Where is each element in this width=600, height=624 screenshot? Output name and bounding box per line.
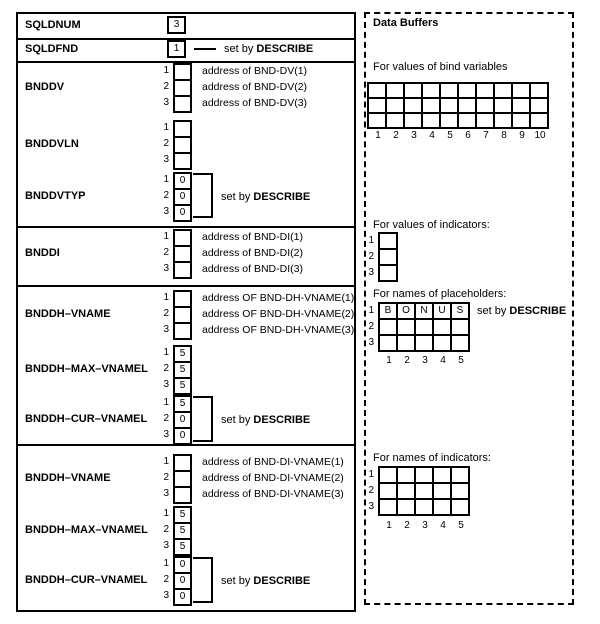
row-index: 2 — [163, 247, 169, 258]
array-row — [155, 79, 307, 95]
indicator-names-buffer-grid — [378, 466, 470, 516]
row-index: 3 — [163, 540, 169, 551]
sqldnum-label: SQLDNUM — [25, 19, 81, 31]
row-index: 2 — [163, 574, 169, 585]
grid-cell — [459, 114, 477, 127]
value-box: 5 — [173, 361, 192, 379]
grid-cell — [495, 84, 513, 99]
column-label: 3 — [422, 355, 428, 366]
grid-cell — [452, 484, 468, 500]
bind-variables-heading: For values of bind variables — [373, 61, 508, 73]
row-description: address of BND-DI(2) — [202, 247, 303, 259]
grid-row — [380, 336, 468, 350]
row-index: 3 — [163, 488, 169, 499]
grid-cell — [380, 500, 398, 514]
array-row — [155, 454, 344, 470]
column-label: 4 — [440, 355, 446, 366]
grid-cell — [477, 114, 495, 127]
grid-cell — [398, 320, 416, 336]
sqldnum-value-box: 3 — [167, 16, 186, 34]
value-box: 5 — [173, 506, 192, 524]
grid-cell — [477, 84, 495, 99]
grid-row — [380, 304, 468, 320]
grid-cell — [387, 99, 405, 114]
note-keyword: DESCRIBE — [509, 305, 567, 317]
column-label: 2 — [404, 520, 410, 531]
placeholder-names-row-labels — [360, 303, 374, 351]
value-box: 5 — [173, 522, 192, 540]
array-row — [155, 361, 202, 377]
grid-cell — [441, 99, 459, 114]
note-prefix: set by — [221, 414, 251, 426]
grid-cell — [405, 84, 423, 99]
row-description: address OF BND-DH-VNAME(3) — [202, 324, 355, 336]
grid-cell: B — [380, 304, 398, 320]
row-index: 1 — [163, 292, 169, 303]
value-box: 5 — [173, 395, 192, 413]
row-description: address of BND-DV(2) — [202, 81, 308, 93]
row-label: 1 — [368, 469, 374, 480]
grid-cell — [452, 500, 468, 514]
grid-cell — [369, 84, 387, 99]
note-prefix: set by — [224, 43, 254, 55]
grid-cell — [416, 336, 434, 350]
grid-cell — [495, 114, 513, 127]
grid-cell — [380, 234, 396, 250]
row-index: 3 — [163, 324, 169, 335]
bnddh-cur-vnamel-2-label: BNDDH–CUR–VNAMEL — [25, 574, 148, 586]
bnddvln-label: BNDDVLN — [25, 138, 79, 150]
grid-cell — [380, 484, 398, 500]
column-label: 5 — [447, 130, 453, 141]
note-keyword: DESCRIBE — [253, 414, 311, 426]
sqldfnd-label: SQLDFND — [25, 43, 79, 55]
array-row — [155, 470, 344, 486]
grid-row — [380, 320, 468, 336]
bnddh-cur-vnamel-label: BNDDH–CUR–VNAMEL — [25, 413, 148, 425]
column-label: 1 — [386, 355, 392, 366]
value-box — [173, 95, 192, 113]
row-index: 3 — [163, 429, 169, 440]
row-index: 3 — [163, 206, 169, 217]
value-box — [173, 486, 192, 504]
value-box: 0 — [173, 556, 192, 574]
array-row — [155, 377, 202, 393]
note-keyword: DESCRIBE — [253, 575, 311, 587]
grid-cell — [452, 320, 468, 336]
array-row — [155, 486, 344, 502]
value-box: 0 — [173, 172, 192, 190]
array-row — [155, 261, 303, 277]
grid-cell — [423, 84, 441, 99]
bnddvtyp-label: BNDDVTYP — [25, 190, 86, 202]
grid-cell — [477, 99, 495, 114]
column-label: 7 — [483, 130, 489, 141]
grid-row — [380, 234, 396, 250]
grid-cell — [380, 250, 396, 266]
grid-cell — [434, 484, 452, 500]
bnddi-array — [155, 229, 303, 277]
value-box — [173, 322, 192, 340]
column-label: 4 — [429, 130, 435, 141]
grid-row — [380, 250, 396, 266]
grid-row — [380, 500, 468, 514]
grid-cell — [405, 114, 423, 127]
row-index: 2 — [163, 413, 169, 424]
column-label: 2 — [404, 355, 410, 366]
grid-cell — [369, 114, 387, 127]
value-box: 0 — [173, 188, 192, 206]
row-index: 3 — [163, 154, 169, 165]
grid-cell — [398, 484, 416, 500]
bind-variables-column-labels — [369, 130, 549, 141]
column-label: 2 — [393, 130, 399, 141]
column-label: 1 — [375, 130, 381, 141]
column-label: 6 — [465, 130, 471, 141]
grid-cell — [416, 484, 434, 500]
row-index: 1 — [163, 122, 169, 133]
grid-cell — [369, 99, 387, 114]
grid-cell — [459, 99, 477, 114]
sqldfnd-note — [224, 42, 313, 56]
row-index: 1 — [163, 174, 169, 185]
row-index: 2 — [163, 81, 169, 92]
bnddh-max-vnamel-array — [155, 345, 202, 393]
grid-cell — [416, 500, 434, 514]
grid-cell — [387, 114, 405, 127]
row-index: 1 — [163, 456, 169, 467]
grid-cell — [416, 468, 434, 484]
grid-cell: U — [434, 304, 452, 320]
grid-cell — [513, 99, 531, 114]
grid-cell: O — [398, 304, 416, 320]
bind-variables-buffer-grid — [367, 82, 549, 129]
placeholder-names-heading: For names of placeholders: — [373, 288, 507, 300]
array-row — [155, 506, 202, 522]
note-prefix: set by — [477, 305, 507, 317]
bnddv-label: BNDDV — [25, 81, 65, 93]
row-label: 1 — [368, 235, 374, 246]
bnddv-array — [155, 63, 307, 111]
grid-cell — [387, 84, 405, 99]
row-label: 3 — [368, 501, 374, 512]
array-row — [155, 229, 303, 245]
brace — [193, 557, 213, 603]
row-description: address of BND-DI-VNAME(2) — [202, 472, 344, 484]
grid-cell — [434, 468, 452, 484]
column-label: 3 — [411, 130, 417, 141]
array-row — [155, 120, 202, 136]
note-keyword: DESCRIBE — [253, 191, 311, 203]
grid-row — [380, 266, 396, 280]
row-index: 3 — [163, 590, 169, 601]
column-label: 10 — [534, 130, 546, 141]
column-label: 3 — [422, 520, 428, 531]
indicator-values-row-labels — [360, 233, 374, 281]
row-label: 2 — [368, 251, 374, 262]
value-box — [173, 261, 192, 279]
column-label: 4 — [440, 520, 446, 531]
grid-cell — [434, 500, 452, 514]
array-row — [155, 136, 202, 152]
column-label: 9 — [519, 130, 525, 141]
grid-cell — [423, 99, 441, 114]
bnddh-cur-vnamel-note — [221, 413, 310, 427]
row-index: 1 — [163, 558, 169, 569]
grid-row — [380, 468, 468, 484]
row-description: address of BND-DI-VNAME(1) — [202, 456, 344, 468]
array-row — [155, 538, 202, 554]
brace — [193, 396, 213, 442]
grid-cell — [398, 468, 416, 484]
row-description: address of BND-DI-VNAME(3) — [202, 488, 344, 500]
grid-row — [369, 99, 547, 114]
divider — [16, 38, 356, 40]
row-description: address of BND-DV(3) — [202, 97, 308, 109]
grid-cell — [380, 468, 398, 484]
grid-cell — [434, 336, 452, 350]
array-row — [155, 306, 354, 322]
row-description: address of BND-DI(1) — [202, 231, 303, 243]
row-index: 2 — [163, 524, 169, 535]
value-box: 0 — [173, 204, 192, 222]
row-index: 2 — [163, 308, 169, 319]
row-index: 3 — [163, 379, 169, 390]
grid-cell — [531, 99, 547, 114]
value-box: 5 — [173, 538, 192, 556]
row-label: 3 — [368, 337, 374, 348]
column-label: 8 — [501, 130, 507, 141]
grid-cell — [380, 320, 398, 336]
bnddh-cur-vnamel-2-note — [221, 574, 310, 588]
row-index: 1 — [163, 347, 169, 358]
row-label: 2 — [368, 321, 374, 332]
array-row — [155, 95, 307, 111]
grid-cell — [380, 336, 398, 350]
array-row — [155, 322, 354, 338]
bnddi-label: BNDDI — [25, 247, 60, 259]
array-row — [155, 63, 307, 79]
note-keyword: DESCRIBE — [256, 43, 314, 55]
divider — [16, 285, 356, 287]
indicator-names-heading: For names of indicators: — [373, 452, 491, 464]
grid-cell — [513, 114, 531, 127]
row-index: 1 — [163, 65, 169, 76]
grid-cell — [495, 99, 513, 114]
row-index: 2 — [163, 190, 169, 201]
row-label: 1 — [368, 305, 374, 316]
data-buffers-title: Data Buffers — [373, 17, 439, 29]
grid-cell — [459, 84, 477, 99]
value-box: 0 — [173, 427, 192, 445]
brace — [193, 173, 213, 218]
row-index: 3 — [163, 263, 169, 274]
bnddh-max-vnamel-2-array — [155, 506, 202, 554]
grid-cell — [423, 114, 441, 127]
placeholder-names-buffer-grid — [378, 302, 470, 352]
row-description: address OF BND-DH-VNAME(2) — [202, 308, 355, 320]
array-row — [155, 152, 202, 168]
row-index: 2 — [163, 472, 169, 483]
note-prefix: set by — [221, 191, 251, 203]
bnddh-vname-label: BNDDH–VNAME — [25, 308, 111, 320]
array-row — [155, 345, 202, 361]
bnddvtyp-note — [221, 190, 310, 204]
grid-cell: S — [452, 304, 468, 320]
value-box: 0 — [173, 411, 192, 429]
bnddh-max-vnamel-label: BNDDH–MAX–VNAMEL — [25, 363, 148, 375]
row-label: 2 — [368, 485, 374, 496]
row-index: 1 — [163, 508, 169, 519]
row-index: 2 — [163, 138, 169, 149]
placeholder-names-column-labels — [380, 355, 470, 366]
grid-cell — [398, 336, 416, 350]
divider — [16, 226, 356, 228]
grid-cell — [398, 500, 416, 514]
placeholder-names-note — [477, 304, 566, 318]
value-box: 0 — [173, 572, 192, 590]
value-box: 5 — [173, 345, 192, 363]
grid-cell: N — [416, 304, 434, 320]
grid-cell — [452, 336, 468, 350]
grid-cell — [531, 114, 547, 127]
column-label: 5 — [458, 520, 464, 531]
row-description: address OF BND-DH-VNAME(1) — [202, 292, 355, 304]
column-label: 5 — [458, 355, 464, 366]
row-description: address of BND-DV(1) — [202, 65, 308, 77]
note-prefix: set by — [221, 575, 251, 587]
row-index: 2 — [163, 363, 169, 374]
grid-cell — [513, 84, 531, 99]
array-row — [155, 290, 354, 306]
bnddh-vname-array — [155, 290, 354, 338]
column-label: 1 — [386, 520, 392, 531]
grid-cell — [531, 84, 547, 99]
callout-line — [194, 48, 216, 50]
bnddh-max-vnamel-2-label: BNDDH–MAX–VNAMEL — [25, 524, 148, 536]
value-box: 5 — [173, 377, 192, 395]
indicator-values-heading: For values of indicators: — [373, 219, 490, 231]
sqldfnd-value-box: 1 — [167, 40, 186, 58]
grid-cell — [441, 84, 459, 99]
indicator-values-buffer-grid — [378, 232, 398, 282]
grid-row — [369, 114, 547, 127]
bnddh-vname-2-label: BNDDH–VNAME — [25, 472, 111, 484]
grid-cell — [416, 320, 434, 336]
value-box — [173, 152, 192, 170]
value-box: 0 — [173, 588, 192, 606]
row-label: 3 — [368, 267, 374, 278]
grid-cell — [452, 468, 468, 484]
array-row — [155, 245, 303, 261]
row-index: 1 — [163, 231, 169, 242]
grid-row — [380, 484, 468, 500]
array-row — [155, 522, 202, 538]
grid-cell — [434, 320, 452, 336]
grid-cell — [441, 114, 459, 127]
indicator-names-column-labels — [380, 520, 470, 531]
row-index: 1 — [163, 397, 169, 408]
grid-cell — [405, 99, 423, 114]
grid-cell — [380, 266, 396, 280]
bnddvln-array — [155, 120, 202, 168]
grid-row — [369, 84, 547, 99]
row-description: address of BND-DI(3) — [202, 263, 303, 275]
bnddh-vname-2-array — [155, 454, 344, 502]
row-index: 3 — [163, 97, 169, 108]
indicator-names-row-labels — [360, 467, 374, 515]
